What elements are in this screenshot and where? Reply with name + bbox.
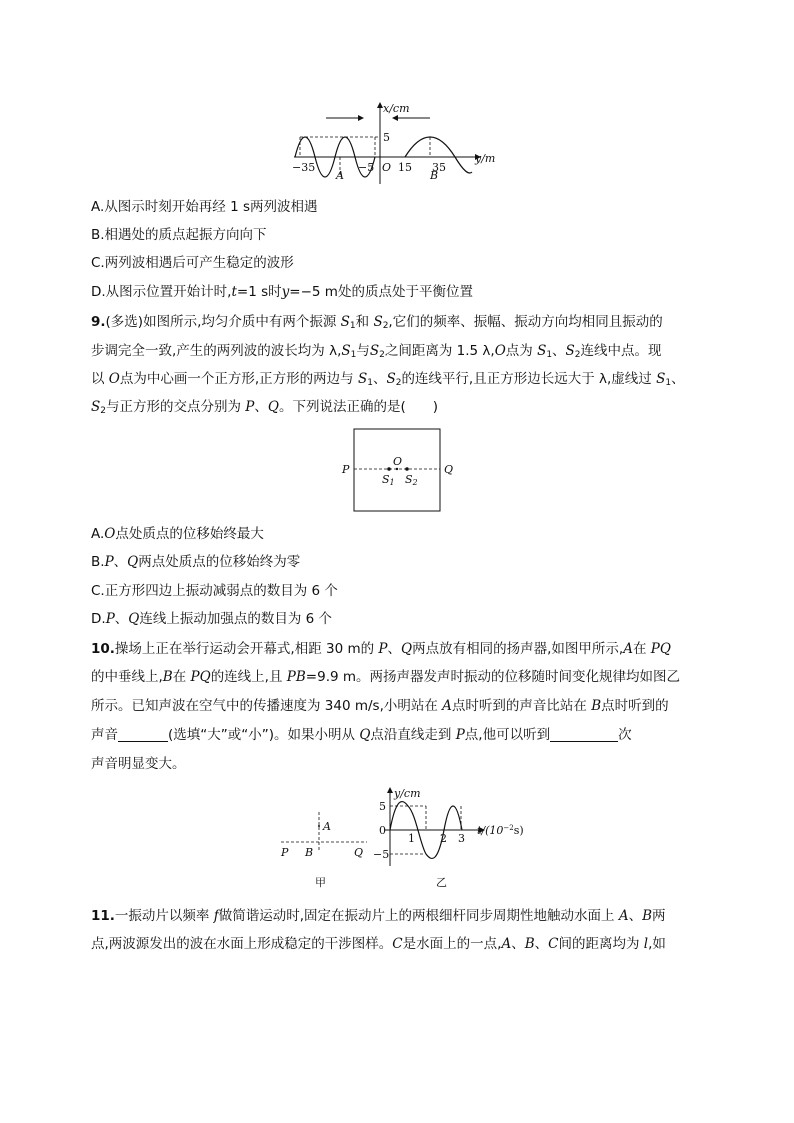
q11-stem-line-1: 11.一振动片以频率 f做简谐运动时,固定在振动片上的两根细杆同步周期性地触动水面上 A、B两 xyxy=(91,908,666,924)
q10-stem-line-1: 10.操场上正在举行运动会开幕式,相距 30 m的 P、Q两点放有相同的扬声器,如图甲所示,A在 PQ xyxy=(91,641,671,657)
point-a-label: A xyxy=(336,169,344,182)
q8-option-d: D.从图示位置开始计时,t=1 s时y=−5 m处的质点处于平衡位置 xyxy=(91,284,473,300)
q9-stem-line-2: 步调完全一致,产生的两列波的波长均为 $\lambda,S_1$与$S_2$之间距离为 1.5 λ,O点为 $S_1$、$S_2$连线中点。现 xyxy=(91,343,662,360)
s1-dot xyxy=(387,467,391,471)
yi-t-label: $t/(10^{-2}s)$ xyxy=(477,824,524,837)
q9-option-b: B.P、Q两点处质点的位移始终为零 xyxy=(91,554,301,570)
jia-a-dot xyxy=(318,825,320,827)
yi-tick-2: 2 xyxy=(440,832,447,845)
yi-tick-3: 3 xyxy=(458,832,465,845)
square-figure xyxy=(335,425,460,517)
q9-stem-line-1: 9.(多选)如图所示,均匀介质中有两个振源 $S_1$和 $S_2$,它们的频率、振幅、振动方向均相同且振动的 xyxy=(91,314,663,331)
yi-top-label: 5 xyxy=(379,800,386,813)
square-s2-label: S2 xyxy=(405,473,418,487)
o-dot xyxy=(396,468,398,470)
q10-answer-blank-2[interactable] xyxy=(550,727,618,742)
q9-stem-line-3: 以 O点为中心画一个正方形,正方形的两边与 $S_1$、$S_2$的连线平行,且正方形边长远大于 λ,虚线过 $S_1$、 xyxy=(91,371,685,388)
tick-neg5: −5 xyxy=(358,161,375,174)
q10-stem-line-2: 的中垂线上,B在 PQ的连线上,且 PB=9.9 m。两扬声器发声时振动的位移随时间变化规律均如图乙 xyxy=(91,669,681,685)
q8-option-b: B.相遇处的质点起振方向向下 xyxy=(91,227,267,243)
q9-option-a: A.O点处质点的位移始终最大 xyxy=(91,526,264,542)
q10-stem-line-5: 声音明显变大。 xyxy=(91,756,186,772)
amp-label: 5 xyxy=(383,131,390,144)
yi-bottom-label: −5 xyxy=(373,848,390,861)
point-b-label: B xyxy=(430,169,439,182)
q8-option-c: C.两列波相遇后可产生稳定的波形 xyxy=(91,255,294,271)
tick-15: 15 xyxy=(398,161,412,174)
jia-a-label: A xyxy=(323,820,331,833)
tick-35: 35 xyxy=(432,161,446,174)
wave-figure xyxy=(290,100,510,185)
q8-option-a: A.从图示时刻开始再经 1 s两列波相遇 xyxy=(91,199,318,215)
square-s1-label: S1 xyxy=(382,473,395,487)
origin-label: O xyxy=(382,161,392,174)
square-p-label: P xyxy=(342,463,350,476)
jia-q-label: Q xyxy=(354,846,364,859)
yi-tick-1: 1 xyxy=(408,832,415,845)
square-q-label: Q xyxy=(444,463,454,476)
tick-neg35: −35 xyxy=(292,161,316,174)
square-o-label: O xyxy=(393,455,403,468)
jia-p-label: P xyxy=(281,846,289,859)
q9-option-d: D.P、Q连线上振动加强点的数目为 6 个 xyxy=(91,611,333,627)
figure-yi xyxy=(370,784,530,890)
q10-stem-line-4: 声音 (选填“大”或“小”)。如果小明从 Q点沿直线走到 P点,他可以听到 次 xyxy=(91,727,632,743)
x-axis-label: x/cm xyxy=(383,102,410,115)
jia-b-label: B xyxy=(305,846,314,859)
q10-answer-blank-1[interactable] xyxy=(118,727,168,742)
yi-origin-label: 0 xyxy=(379,824,386,837)
jia-caption: 甲 xyxy=(315,876,326,889)
y-axis-label: y/m xyxy=(475,152,496,165)
q11-stem-line-2: 点,两波源发出的波在水面上形成稳定的干涉图样。C是水面上的一点,A、B、C间的距离均为 l,如 xyxy=(91,936,666,952)
q9-stem-line-4: $S_2$与正方形的交点分别为 P、Q。下列说法正确的是( ) xyxy=(91,399,438,416)
s2-dot xyxy=(405,467,409,471)
yi-caption: 乙 xyxy=(436,876,447,889)
q10-stem-line-3: 所示。已知声波在空气中的传播速度为 340 m/s,小明站在 A点时听到的声音比站在 B点时听到的 xyxy=(91,698,669,714)
yi-y-label: y/cm xyxy=(394,787,421,800)
q9-option-c: C.正方形四边上振动减弱点的数目为 6 个 xyxy=(91,583,338,599)
figure-jia xyxy=(275,808,375,890)
